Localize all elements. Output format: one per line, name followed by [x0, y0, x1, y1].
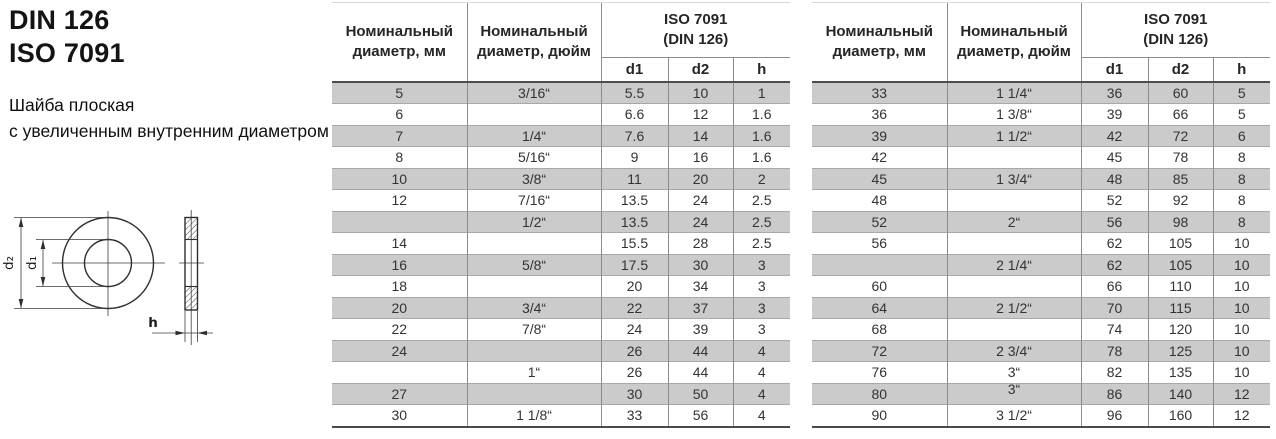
table-row: [812, 168, 1270, 190]
cell-d1: 42: [1081, 125, 1148, 147]
table-row: [332, 233, 790, 255]
cell-inch: 7/8“: [467, 319, 601, 341]
cell-h: 3: [733, 254, 790, 276]
cell-h: 3: [733, 319, 790, 341]
table-row: [332, 254, 790, 276]
cell-mm: 72: [812, 340, 947, 362]
cell-mm: 7: [332, 125, 467, 147]
cell-d1: 62: [1081, 254, 1148, 276]
table-row: [332, 168, 790, 190]
cell-h: 4: [733, 383, 790, 405]
cell-inch: 1/2“: [467, 211, 601, 233]
cell-d1: 74: [1081, 319, 1148, 341]
cell-mm: 48: [812, 190, 947, 212]
cell-d1: 13.5: [601, 211, 668, 233]
cell-d2: 160: [1148, 405, 1213, 427]
cell-inch: 1 1/8“: [467, 405, 601, 427]
cell-h: 8: [1213, 147, 1270, 169]
cell-inch: [947, 147, 1081, 169]
cell-d2: 105: [1148, 233, 1213, 255]
cell-d1: 96: [1081, 405, 1148, 427]
cell-mm: 90: [812, 405, 947, 427]
cell-mm: [332, 211, 467, 233]
iso-header-line2: (DIN 126): [663, 31, 729, 48]
cell-d1: 17.5: [601, 254, 668, 276]
cell-h: 6: [1213, 125, 1270, 147]
cell-d2: 72: [1148, 125, 1213, 147]
cell-h: 2.5: [733, 190, 790, 212]
dimension-label-d2: d₂: [1, 256, 17, 270]
cell-inch: [467, 104, 601, 126]
din126-table-small-sizes: [332, 2, 790, 428]
product-description-line1: Шайба плоская: [9, 95, 135, 115]
cell-inch: 3“: [947, 383, 1081, 405]
cell-d2: 60: [1148, 82, 1213, 104]
table-row: [332, 125, 790, 147]
table-row: [812, 147, 1270, 169]
table-row: [332, 82, 790, 104]
cell-d1: 26: [601, 340, 668, 362]
cell-inch: 2 1/4“: [947, 254, 1081, 276]
cell-inch: [947, 276, 1081, 298]
cell-d1: 11: [601, 168, 668, 190]
cell-inch: [467, 233, 601, 255]
table-row: [812, 319, 1270, 341]
cell-d2: 20: [668, 168, 733, 190]
cell-mm: 68: [812, 319, 947, 341]
cell-inch: 2“: [947, 211, 1081, 233]
cell-inch: 3 1/2“: [947, 405, 1081, 427]
cell-mm: 36: [812, 104, 947, 126]
washer-technical-drawing: [0, 200, 250, 439]
washer-side-view: [179, 210, 204, 345]
column-group-header-iso: [1081, 3, 1270, 58]
table-row: [812, 125, 1270, 147]
washer-front-view: [52, 211, 165, 316]
cell-h: 8: [1213, 190, 1270, 212]
cell-d2: 12: [668, 104, 733, 126]
cell-mm: 30: [332, 405, 467, 427]
cell-mm: 24: [332, 340, 467, 362]
cell-inch: 1 3/8“: [947, 104, 1081, 126]
cell-h: 10: [1213, 254, 1270, 276]
cell-inch: 3/4“: [467, 297, 601, 319]
cell-inch: [947, 190, 1081, 212]
cell-mm: 12: [332, 190, 467, 212]
cell-d1: 33: [601, 405, 668, 427]
cell-d1: 13.5: [601, 190, 668, 212]
cell-d2: 37: [668, 297, 733, 319]
table-row: [332, 405, 790, 427]
cell-d2: 105: [1148, 254, 1213, 276]
cell-mm: 64: [812, 297, 947, 319]
cell-d2: 44: [668, 362, 733, 384]
cell-d2: 50: [668, 383, 733, 405]
table-row: [332, 147, 790, 169]
cell-d2: 34: [668, 276, 733, 298]
cell-d2: 30: [668, 254, 733, 276]
standard-title: [9, 4, 125, 70]
cell-d1: 5.5: [601, 82, 668, 104]
cell-h: 5: [1213, 104, 1270, 126]
cell-h: 8: [1213, 168, 1270, 190]
cell-d1: 36: [1081, 82, 1148, 104]
table-row: [332, 340, 790, 362]
cell-mm: [812, 254, 947, 276]
table-row: [332, 276, 790, 298]
cell-inch: 1 3/4“: [947, 168, 1081, 190]
cell-inch: [467, 340, 601, 362]
cell-mm: 52: [812, 211, 947, 233]
table-row: [332, 190, 790, 212]
cell-h: 1.6: [733, 147, 790, 169]
table-row: [332, 297, 790, 319]
cell-h: 10: [1213, 233, 1270, 255]
iso-header-line2: (DIN 126): [1143, 31, 1209, 48]
cell-inch: 2 1/2“: [947, 297, 1081, 319]
table-row: [332, 211, 790, 233]
iso-header-line1: ISO 7091: [1144, 11, 1208, 29]
cell-mm: 33: [812, 82, 947, 104]
cell-d2: 28: [668, 233, 733, 255]
cell-d2: 78: [1148, 147, 1213, 169]
cell-h: 4: [733, 405, 790, 427]
cell-d2: 44: [668, 340, 733, 362]
cell-inch: 1/4“: [467, 125, 601, 147]
cell-h: 10: [1213, 276, 1270, 298]
cell-inch: 1 1/4“: [947, 82, 1081, 104]
standard-title-din: DIN 126: [9, 5, 110, 35]
cell-inch: 1 1/2“: [947, 125, 1081, 147]
cell-d1: 45: [1081, 147, 1148, 169]
column-group-header-iso: [601, 3, 790, 58]
table-row: [812, 405, 1270, 427]
cell-d1: 62: [1081, 233, 1148, 255]
cell-mm: 76: [812, 362, 947, 384]
column-header-d1: d1: [601, 58, 668, 82]
cell-h: 4: [733, 362, 790, 384]
cell-mm: 80: [812, 383, 947, 405]
cell-d1: 26: [601, 362, 668, 384]
table-row: [812, 340, 1270, 362]
cell-h: 12: [1213, 383, 1270, 405]
cell-d1: 70: [1081, 297, 1148, 319]
cell-mm: 45: [812, 168, 947, 190]
cell-d2: 16: [668, 147, 733, 169]
cell-h: 5: [1213, 82, 1270, 104]
cell-d2: 92: [1148, 190, 1213, 212]
column-header-nominal-mm: Номинальный диаметр, мм: [812, 3, 947, 82]
product-description: [9, 92, 329, 144]
cell-d2: 66: [1148, 104, 1213, 126]
cell-inch: 3/8“: [467, 168, 601, 190]
cell-h: 10: [1213, 319, 1270, 341]
cell-h: 12: [1213, 405, 1270, 427]
cell-mm: 10: [332, 168, 467, 190]
cell-d1: 20: [601, 276, 668, 298]
column-header-nominal-mm: Номинальный диаметр, мм: [332, 3, 467, 82]
column-header-h: h: [733, 58, 790, 82]
cell-h: 4: [733, 340, 790, 362]
cell-h: 10: [1213, 340, 1270, 362]
cell-d2: 135: [1148, 362, 1213, 384]
cell-mm: 39: [812, 125, 947, 147]
cell-d1: 30: [601, 383, 668, 405]
cell-mm: 22: [332, 319, 467, 341]
cell-mm: 20: [332, 297, 467, 319]
cell-d2: 98: [1148, 211, 1213, 233]
table-row: [332, 383, 790, 405]
cell-mm: 16: [332, 254, 467, 276]
cell-h: 3: [733, 276, 790, 298]
dimension-label-h: h: [148, 315, 158, 331]
cell-inch: [467, 276, 601, 298]
cell-d2: 140: [1148, 383, 1213, 405]
cell-inch: [467, 383, 601, 405]
cell-d1: 86: [1081, 383, 1148, 405]
product-description-line2: с увеличенным внутренним диаметром: [9, 121, 329, 141]
cell-mm: 42: [812, 147, 947, 169]
column-header-d2: d2: [1148, 58, 1213, 82]
cell-d1: 66: [1081, 276, 1148, 298]
cell-d2: 110: [1148, 276, 1213, 298]
cell-h: 2.5: [733, 233, 790, 255]
cell-h: 1.6: [733, 125, 790, 147]
cell-h: 10: [1213, 297, 1270, 319]
cell-d2: 10: [668, 82, 733, 104]
cell-h: 10: [1213, 362, 1270, 384]
cell-inch: 5/16“: [467, 147, 601, 169]
cell-d1: 78: [1081, 340, 1148, 362]
cell-d2: 14: [668, 125, 733, 147]
cell-d1: 56: [1081, 211, 1148, 233]
cell-inch: 7/16“: [467, 190, 601, 212]
table-row: [812, 362, 1270, 384]
table-row: [812, 190, 1270, 212]
cell-h: 8: [1213, 211, 1270, 233]
table-row: [812, 82, 1270, 104]
cell-h: 3: [733, 297, 790, 319]
cell-mm: 60: [812, 276, 947, 298]
column-header-nominal-inch: Номинальный диаметр, дюйм: [467, 3, 601, 82]
cell-d2: 120: [1148, 319, 1213, 341]
cell-inch: 1“: [467, 362, 601, 384]
table-row: [332, 104, 790, 126]
standard-title-iso: ISO 7091: [9, 38, 125, 68]
cell-d2: 56: [668, 405, 733, 427]
cell-mm: 14: [332, 233, 467, 255]
table-row: [812, 233, 1270, 255]
cell-d1: 6.6: [601, 104, 668, 126]
cell-inch: [947, 233, 1081, 255]
cell-mm: 8: [332, 147, 467, 169]
cell-d1: 39: [1081, 104, 1148, 126]
table-row: [812, 297, 1270, 319]
cell-inch: 5/8“: [467, 254, 601, 276]
cell-inch: [947, 319, 1081, 341]
table-row: [812, 383, 1270, 405]
cell-mm: [332, 362, 467, 384]
cell-h: 2.5: [733, 211, 790, 233]
cell-d1: 7.6: [601, 125, 668, 147]
cell-d2: 85: [1148, 168, 1213, 190]
cell-inch: 2 3/4“: [947, 340, 1081, 362]
cell-d1: 15.5: [601, 233, 668, 255]
cell-d1: 82: [1081, 362, 1148, 384]
cell-h: 1: [733, 82, 790, 104]
column-header-h: h: [1213, 58, 1270, 82]
table-row: [812, 254, 1270, 276]
cell-d1: 52: [1081, 190, 1148, 212]
din126-table-large-sizes: [812, 2, 1270, 428]
cell-d1: 48: [1081, 168, 1148, 190]
iso-header-line1: ISO 7091: [664, 11, 728, 29]
table-row: [812, 211, 1270, 233]
cell-h: 1.6: [733, 104, 790, 126]
cell-mm: 18: [332, 276, 467, 298]
cell-d2: 115: [1148, 297, 1213, 319]
cell-d2: 24: [668, 211, 733, 233]
table-row: [332, 319, 790, 341]
cell-mm: 56: [812, 233, 947, 255]
cell-inch: 3“: [947, 362, 1081, 384]
cell-mm: 27: [332, 383, 467, 405]
table-row: [332, 362, 790, 384]
cell-d1: 9: [601, 147, 668, 169]
cell-h: 2: [733, 168, 790, 190]
cell-d2: 125: [1148, 340, 1213, 362]
column-header-nominal-inch: Номинальный диаметр, дюйм: [947, 3, 1081, 82]
table-row: [812, 104, 1270, 126]
dimension-label-d1: d₁: [24, 256, 40, 270]
cell-mm: 6: [332, 104, 467, 126]
cell-d1: 22: [601, 297, 668, 319]
cell-d2: 24: [668, 190, 733, 212]
cell-mm: 5: [332, 82, 467, 104]
cell-inch: 3/16“: [467, 82, 601, 104]
cell-d1: 24: [601, 319, 668, 341]
table-row: [812, 276, 1270, 298]
cell-d2: 39: [668, 319, 733, 341]
dimension-h: [148, 311, 213, 342]
column-header-d1: d1: [1081, 58, 1148, 82]
column-header-d2: d2: [668, 58, 733, 82]
